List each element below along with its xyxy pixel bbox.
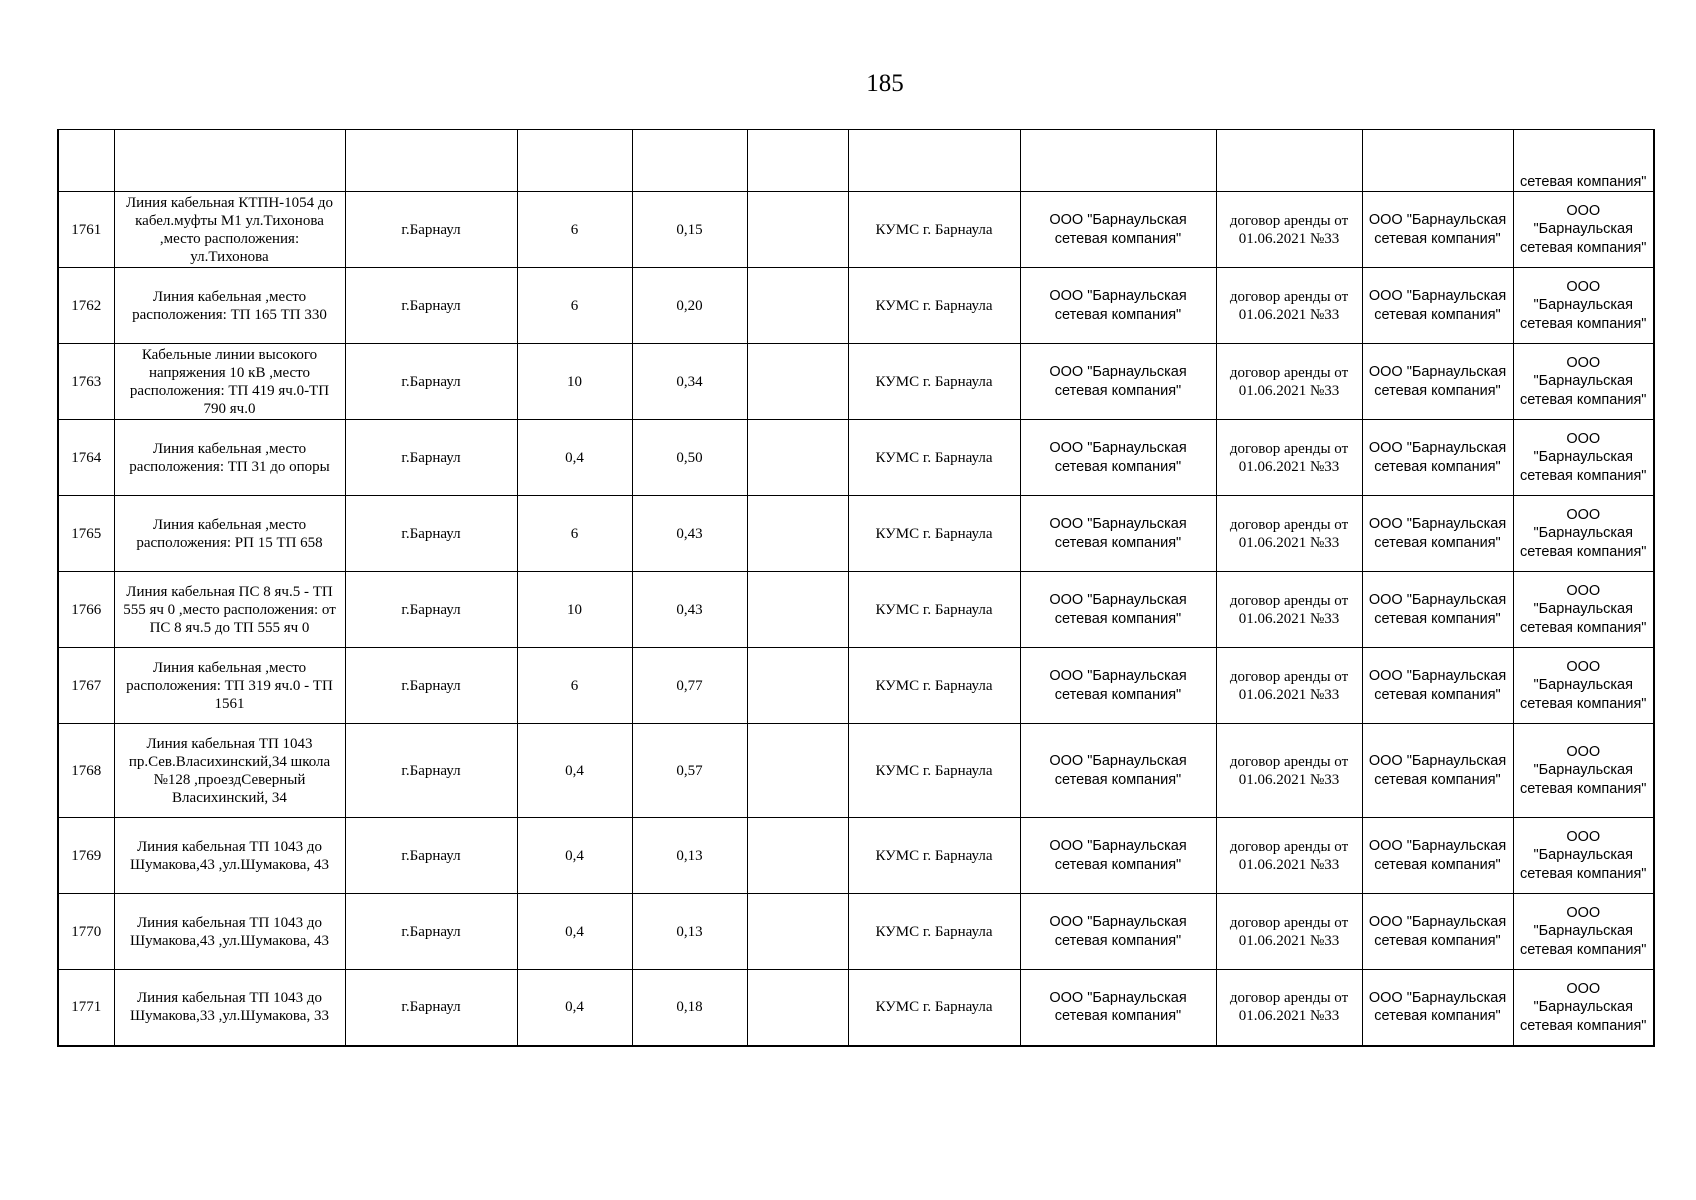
cell-holder: ООО "Барнаульская сетевая компания" bbox=[1020, 572, 1216, 648]
cell-holder: ООО "Барнаульская сетевая компания" bbox=[1020, 496, 1216, 572]
cell-name: Линия кабельная ТП 1043 до Шумакова,33 ,ул.Шумакова, 33 bbox=[114, 970, 345, 1046]
cell-user bbox=[1362, 130, 1513, 192]
cell-name: Линия кабельная ,место расположения: ТП 31 до опоры bbox=[114, 420, 345, 496]
cell-basis: договор аренды от 01.06.2021 №33 bbox=[1216, 344, 1362, 420]
cell-num: 1765 bbox=[58, 496, 114, 572]
cell-city bbox=[345, 130, 517, 192]
cell-basis: договор аренды от 01.06.2021 №33 bbox=[1216, 648, 1362, 724]
cell-num: 1770 bbox=[58, 894, 114, 970]
cell-owner: КУМС г. Барнаула bbox=[848, 970, 1020, 1046]
table-row bbox=[58, 496, 1654, 572]
cell-user: ООО "Барнаульская сетевая компания" bbox=[1362, 268, 1513, 344]
cell-holder: ООО "Барнаульская сетевая компания" bbox=[1020, 894, 1216, 970]
cell-name: Линия кабельная ,место расположения: ТП 165 ТП 330 bbox=[114, 268, 345, 344]
cell-holder: ООО "Барнаульская сетевая компания" bbox=[1020, 724, 1216, 818]
table-row bbox=[58, 420, 1654, 496]
cell-city: г.Барнаул bbox=[345, 496, 517, 572]
cell-blank bbox=[747, 970, 848, 1046]
cell-basis: договор аренды от 01.06.2021 №33 bbox=[1216, 268, 1362, 344]
cell-num: 1762 bbox=[58, 268, 114, 344]
table-row bbox=[58, 818, 1654, 894]
cell-city: г.Барнаул bbox=[345, 344, 517, 420]
cell-user: ООО "Барнаульская сетевая компания" bbox=[1362, 970, 1513, 1046]
cell-owner: КУМС г. Барнаула bbox=[848, 818, 1020, 894]
cell-holder: ООО "Барнаульская сетевая компания" bbox=[1020, 420, 1216, 496]
cell-user: ООО "Барнаульская сетевая компания" bbox=[1362, 894, 1513, 970]
cell-length: 0,18 bbox=[632, 970, 747, 1046]
cell-city: г.Барнаул bbox=[345, 818, 517, 894]
cell-user: ООО "Барнаульская сетевая компания" bbox=[1362, 724, 1513, 818]
cell-holder bbox=[1020, 130, 1216, 192]
cell-user: ООО "Барнаульская сетевая компания" bbox=[1362, 496, 1513, 572]
cell-basis: договор аренды от 01.06.2021 №33 bbox=[1216, 496, 1362, 572]
cell-blank bbox=[747, 496, 848, 572]
cell-holder: ООО "Барнаульская сетевая компания" bbox=[1020, 268, 1216, 344]
continuation-row bbox=[58, 130, 1654, 192]
cell-operator: ООО "Барнаульская сетевая компания" bbox=[1513, 496, 1654, 572]
cell-operator: ООО "Барнаульская сетевая компания" bbox=[1513, 420, 1654, 496]
table-row bbox=[58, 344, 1654, 420]
cell-blank bbox=[747, 724, 848, 818]
cell-operator: ООО "Барнаульская сетевая компания" bbox=[1513, 344, 1654, 420]
cell-voltage: 6 bbox=[517, 496, 632, 572]
cell-basis bbox=[1216, 130, 1362, 192]
cell-length bbox=[632, 130, 747, 192]
page-number: 185 bbox=[866, 70, 904, 97]
cell-owner: КУМС г. Барнаула bbox=[848, 344, 1020, 420]
cell-num: 1764 bbox=[58, 420, 114, 496]
cell-voltage: 0,4 bbox=[517, 420, 632, 496]
cell-operator: ООО "Барнаульская сетевая компания" bbox=[1513, 192, 1654, 268]
cell-voltage: 0,4 bbox=[517, 724, 632, 818]
cell-basis: договор аренды от 01.06.2021 №33 bbox=[1216, 818, 1362, 894]
cell-owner: КУМС г. Барнаула bbox=[848, 496, 1020, 572]
cell-length: 0,77 bbox=[632, 648, 747, 724]
cell-basis: договор аренды от 01.06.2021 №33 bbox=[1216, 572, 1362, 648]
cell-voltage: 6 bbox=[517, 192, 632, 268]
cell-voltage: 10 bbox=[517, 344, 632, 420]
cell-city: г.Барнаул bbox=[345, 192, 517, 268]
cell-holder: ООО "Барнаульская сетевая компания" bbox=[1020, 818, 1216, 894]
asset-register-table bbox=[57, 129, 1655, 1047]
cell-user: ООО "Барнаульская сетевая компания" bbox=[1362, 344, 1513, 420]
cell-operator: ООО "Барнаульская сетевая компания" bbox=[1513, 970, 1654, 1046]
cell-city: г.Барнаул bbox=[345, 268, 517, 344]
table-row bbox=[58, 268, 1654, 344]
cell-owner: КУМС г. Барнаула bbox=[848, 572, 1020, 648]
cell-length: 0,43 bbox=[632, 496, 747, 572]
cell-length: 0,20 bbox=[632, 268, 747, 344]
cell-blank bbox=[747, 420, 848, 496]
cell-num: 1767 bbox=[58, 648, 114, 724]
cell-operator: ООО "Барнаульская сетевая компания" bbox=[1513, 572, 1654, 648]
cell-holder: ООО "Барнаульская сетевая компания" bbox=[1020, 192, 1216, 268]
cell-num: 1769 bbox=[58, 818, 114, 894]
cell-name: Линия кабельная ТП 1043 пр.Сев.Власихинский,34 школа №128 ,проездСеверный Власихинский, 34 bbox=[114, 724, 345, 818]
cell-voltage: 6 bbox=[517, 648, 632, 724]
cell-name bbox=[114, 130, 345, 192]
cell-holder: ООО "Барнаульская сетевая компания" bbox=[1020, 970, 1216, 1046]
cell-length: 0,57 bbox=[632, 724, 747, 818]
cell-voltage: 0,4 bbox=[517, 894, 632, 970]
cell-owner: КУМС г. Барнаула bbox=[848, 648, 1020, 724]
cell-owner: КУМС г. Барнаула bbox=[848, 724, 1020, 818]
cell-voltage: 10 bbox=[517, 572, 632, 648]
cell-num: 1763 bbox=[58, 344, 114, 420]
cell-operator: ООО "Барнаульская сетевая компания" bbox=[1513, 648, 1654, 724]
cell-city: г.Барнаул bbox=[345, 970, 517, 1046]
cell-num: 1766 bbox=[58, 572, 114, 648]
cell-basis: договор аренды от 01.06.2021 №33 bbox=[1216, 970, 1362, 1046]
cell-blank bbox=[747, 572, 848, 648]
cell-user: ООО "Барнаульская сетевая компания" bbox=[1362, 818, 1513, 894]
cell-length: 0,13 bbox=[632, 894, 747, 970]
cell-blank bbox=[747, 818, 848, 894]
cell-blank bbox=[747, 648, 848, 724]
cell-name: Линия кабельная ,место расположения: ТП 319 яч.0 - ТП 1561 bbox=[114, 648, 345, 724]
cell-blank bbox=[747, 344, 848, 420]
cell-user: ООО "Барнаульская сетевая компания" bbox=[1362, 192, 1513, 268]
cell-owner: КУМС г. Барнаула bbox=[848, 420, 1020, 496]
cell-city: г.Барнаул bbox=[345, 572, 517, 648]
cell-city: г.Барнаул bbox=[345, 724, 517, 818]
cell-blank bbox=[747, 130, 848, 192]
table-row bbox=[58, 724, 1654, 818]
cell-length: 0,15 bbox=[632, 192, 747, 268]
cell-user: ООО "Барнаульская сетевая компания" bbox=[1362, 572, 1513, 648]
cell-length: 0,34 bbox=[632, 344, 747, 420]
cell-num bbox=[58, 130, 114, 192]
cell-city: г.Барнаул bbox=[345, 420, 517, 496]
cell-length: 0,43 bbox=[632, 572, 747, 648]
cell-basis: договор аренды от 01.06.2021 №33 bbox=[1216, 420, 1362, 496]
cell-city: г.Барнаул bbox=[345, 894, 517, 970]
cell-num: 1761 bbox=[58, 192, 114, 268]
cell-name: Линия кабельная ПС 8 яч.5 - ТП 555 яч 0 ,место расположения: от ПС 8 яч.5 до ТП 555 яч 0 bbox=[114, 572, 345, 648]
cell-voltage: 0,4 bbox=[517, 818, 632, 894]
cell-operator: сетевая компания" bbox=[1513, 130, 1654, 192]
cell-voltage: 6 bbox=[517, 268, 632, 344]
cell-blank bbox=[747, 192, 848, 268]
table-row bbox=[58, 894, 1654, 970]
table-row bbox=[58, 648, 1654, 724]
cell-length: 0,50 bbox=[632, 420, 747, 496]
table-row bbox=[58, 970, 1654, 1046]
cell-owner: КУМС г. Барнаула bbox=[848, 894, 1020, 970]
cell-num: 1768 bbox=[58, 724, 114, 818]
cell-name: Линия кабельная ,место расположения: РП 15 ТП 658 bbox=[114, 496, 345, 572]
cell-user: ООО "Барнаульская сетевая компания" bbox=[1362, 420, 1513, 496]
cell-basis: договор аренды от 01.06.2021 №33 bbox=[1216, 724, 1362, 818]
cell-name: Кабельные линии высокого напряжения 10 кВ ,место расположения: ТП 419 яч.0-ТП 790 яч.0 bbox=[114, 344, 345, 420]
cell-blank bbox=[747, 894, 848, 970]
cell-owner: КУМС г. Барнаула bbox=[848, 268, 1020, 344]
table-row bbox=[58, 572, 1654, 648]
cell-basis: договор аренды от 01.06.2021 №33 bbox=[1216, 192, 1362, 268]
cell-operator: ООО "Барнаульская сетевая компания" bbox=[1513, 268, 1654, 344]
cell-holder: ООО "Барнаульская сетевая компания" bbox=[1020, 648, 1216, 724]
cell-voltage: 0,4 bbox=[517, 970, 632, 1046]
cell-voltage bbox=[517, 130, 632, 192]
table-row bbox=[58, 192, 1654, 268]
cell-basis: договор аренды от 01.06.2021 №33 bbox=[1216, 894, 1362, 970]
cell-city: г.Барнаул bbox=[345, 648, 517, 724]
cell-name: Линия кабельная ТП 1043 до Шумакова,43 ,ул.Шумакова, 43 bbox=[114, 894, 345, 970]
cell-operator: ООО "Барнаульская сетевая компания" bbox=[1513, 724, 1654, 818]
cell-blank bbox=[747, 268, 848, 344]
cell-num: 1771 bbox=[58, 970, 114, 1046]
cell-holder: ООО "Барнаульская сетевая компания" bbox=[1020, 344, 1216, 420]
cell-name: Линия кабельная ТП 1043 до Шумакова,43 ,ул.Шумакова, 43 bbox=[114, 818, 345, 894]
cell-operator: ООО "Барнаульская сетевая компания" bbox=[1513, 818, 1654, 894]
cell-user: ООО "Барнаульская сетевая компания" bbox=[1362, 648, 1513, 724]
cell-operator: ООО "Барнаульская сетевая компания" bbox=[1513, 894, 1654, 970]
cell-owner bbox=[848, 130, 1020, 192]
cell-name: Линия кабельная КТПН-1054 до кабел.муфты М1 ул.Тихонова ,место расположения: ул.Тихонова bbox=[114, 192, 345, 268]
cell-owner: КУМС г. Барнаула bbox=[848, 192, 1020, 268]
cell-length: 0,13 bbox=[632, 818, 747, 894]
